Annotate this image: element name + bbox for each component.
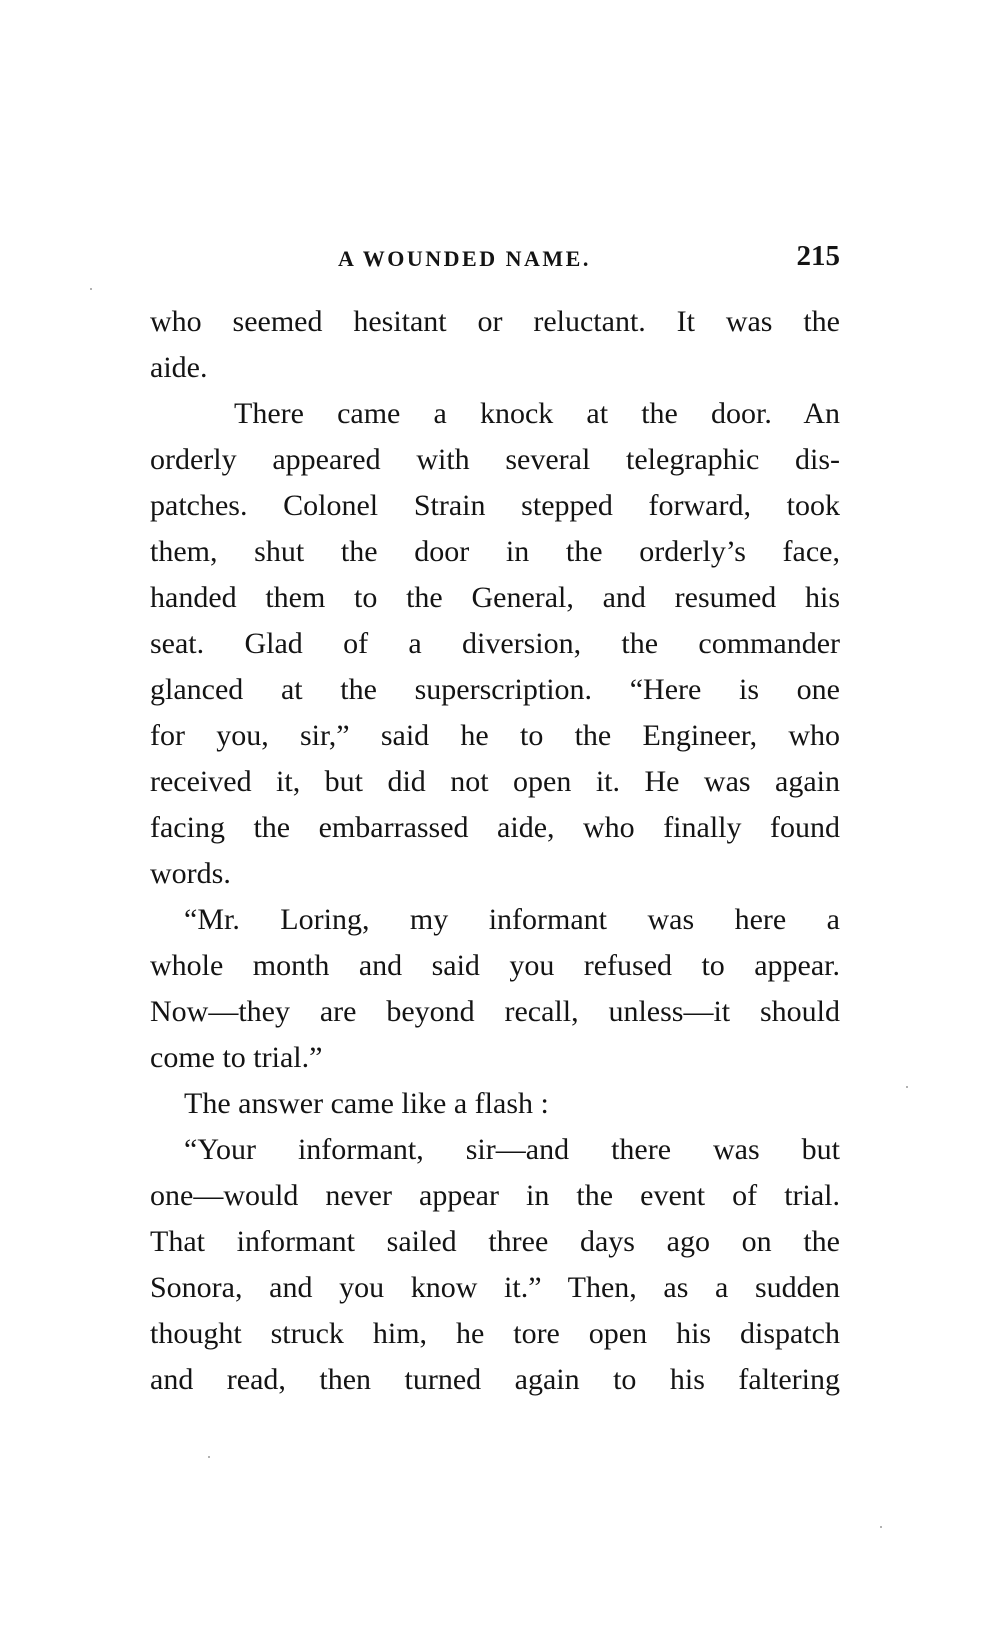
text-line: who seemed hesitant or reluctant. It was the (150, 305, 840, 338)
text-line: Sonora, and you know it.” Then, as a sudden (150, 1271, 840, 1304)
text-line: There came a knock at the door. An (234, 397, 840, 430)
text-line: words. (150, 857, 231, 890)
paper-speck (208, 1456, 210, 1458)
text-line: come to trial.” (150, 1041, 323, 1074)
text-line: them, shut the door in the orderly’s face, (150, 535, 840, 568)
text-line: one—would never appear in the event of trial. (150, 1179, 840, 1212)
text-line: seat. Glad of a diversion, the commander (150, 627, 840, 660)
text-line: That informant sailed three days ago on the (150, 1225, 840, 1258)
text-line: received it, but did not open it. He was again (150, 765, 840, 798)
running-head (150, 240, 840, 280)
text-line: for you, sir,” said he to the Engineer, who (150, 719, 840, 752)
text-line: facing the embarrassed aide, who finally found (150, 811, 840, 844)
text-line: whole month and said you refused to appear. (150, 949, 840, 982)
text-line: aide. (150, 351, 208, 384)
text-line: thought struck him, he tore open his dispatch (150, 1317, 840, 1350)
running-title: A WOUNDED NAME. (338, 246, 591, 271)
paper-speck (880, 1526, 882, 1528)
paper-speck (90, 288, 92, 290)
text-line: “Your informant, sir—and there was but (184, 1133, 840, 1166)
text-line: patches. Colonel Strain stepped forward, took (150, 489, 840, 522)
paper-speck (906, 1086, 908, 1088)
text-line: “Mr. Loring, my informant was here a (184, 903, 840, 936)
text-line: orderly appeared with several telegraphic dis- (150, 443, 840, 476)
text-line: and read, then turned again to his faltering (150, 1363, 840, 1396)
text-line: Now—they are beyond recall, unless—it should (150, 995, 840, 1028)
text-line: handed them to the General, and resumed his (150, 581, 840, 614)
body-text (150, 299, 840, 1403)
text-line: The answer came like a flash : (184, 1087, 549, 1120)
page-number: 215 (796, 240, 840, 272)
text-line: glanced at the superscription. “Here is one (150, 673, 840, 706)
